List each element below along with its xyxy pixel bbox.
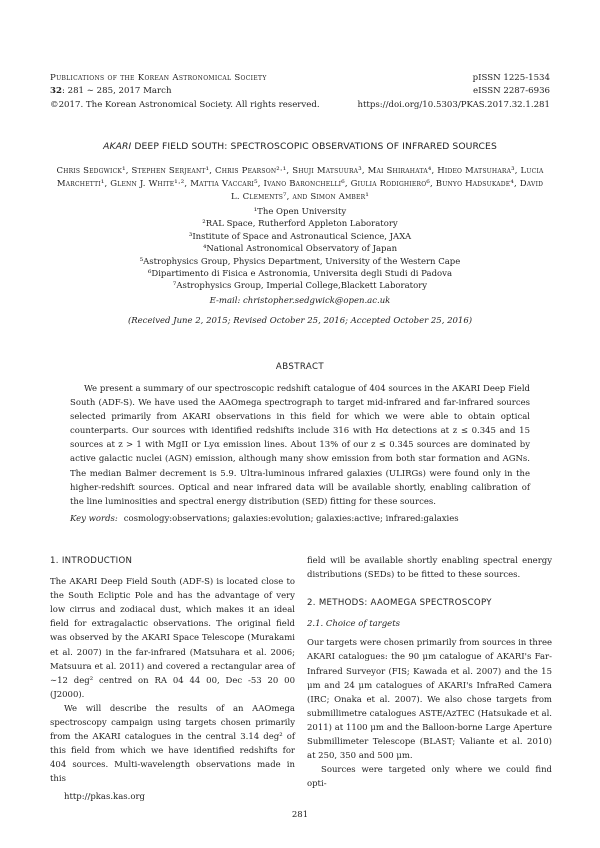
intro-continuation: field will be available shortly enabling spectral energy distributions (SEDs) to be fitted to these sources. xyxy=(307,556,552,581)
abstract-heading: ABSTRACT xyxy=(275,362,325,372)
journal-header xyxy=(50,72,320,112)
intro-paragraph-2: We will describe the results of an AAOmega spectroscopy campaign using targets chosen primarily from the AKARI catalogues in the central 3.14 deg² of this field from which we have identified redshifts for 404 sources. Multi-wavelength observations made in this xyxy=(50,703,295,785)
author-list: Chris Sedgwick¹, Stephen Serjeant¹, Chris Pearson²·¹, Shuji Matsuura³, Mai Shirahata⁴, Hideo Matsuhara³, Lucia Marchetti¹, Glenn J. White¹·², Mattia Vaccari⁵, Ivano Baronchelli⁶, Giulia Rodighiero⁶, Bunyo Hadsukade⁴, David L. Clements⁷, and Simon Amber¹ xyxy=(56,166,544,203)
journal-url[interactable]: http://pkas.kas.org xyxy=(64,792,145,802)
volume-line xyxy=(50,85,320,98)
methods-paragraph-1: Our targets were chosen primarily from sources in three AKARI catalogues: the 90 μm catalogue of AKARI's Far-Infrared Surveyor (FIS; Kawada et al. 2007) and the 15 μm and 24 μm catalogues of AKARI's InfraRed Camera (IRC; Onaka et al. 2007). We also chose targets from submillimetre catalogues ASTE/AzTEC (Hatsukade et al. 2011) at 1100 μm and the Balloon-borne Large Aperture Submillimeter Telescope (BLAST; Valiante et al. 2010) at 250, 350 and 500 μm. xyxy=(307,638,552,762)
affiliation-7: ⁷Astrophysics Group, Imperial College,Blackett Laboratory xyxy=(172,281,428,292)
received-dates: (Received June 2, 2015; Revised October 25, 2016; Accepted October 25, 2016) xyxy=(127,316,473,326)
affiliation-5: ⁵Astrophysics Group, Physics Department, University of the Western Cape xyxy=(139,256,461,267)
journal-name: Publications of the Korean Astronomical Society xyxy=(50,73,267,83)
keywords-text: cosmology:observations; galaxies:evolution; galaxies:active; infrared:galaxies xyxy=(123,514,459,524)
paper-title xyxy=(40,141,560,152)
contact-email[interactable]: E-mail: christopher.sedgwick@open.ac.uk xyxy=(209,295,391,306)
page-number: 281 xyxy=(291,810,309,820)
affiliations xyxy=(80,206,520,307)
title-rest: DEEP FIELD SOUTH: SPECTROSCOPIC OBSERVATIONS OF INFRARED SOURCES xyxy=(131,141,497,152)
abstract-text: We present a summary of our spectroscopic redshift catalogue of 404 sources in the AKARI Deep Field South (ADF-S). We have used the AAOmega spectrograph to target mid-infrared and far-infrared sources selected primarily from AKARI observations in this field for which we were able to obtain optical counterparts. Our sources with identified redshifts include 316 with Hα detections at z ≤ 0.345 and 15 sources at z > 1 with MgII or Lyα emission lines. About 13% of our z ≤ 0.345 sources are dominated by active galactic nuclei (AGN) emission, although many show emission from both star formation and AGNs. The median Balmer decrement is 5.9. Ultra-luminous infrared galaxies (ULIRGs) were found only in the higher-redshift sources. Optical and near infrared data will be available shortly, enabling calibration of the line luminosities and spectral energy distribution (SED) fitting for these sources. xyxy=(70,384,530,507)
choice-of-targets-heading: 2.1. Choice of targets xyxy=(307,619,400,630)
eissn: eISSN 2287-6936 xyxy=(473,86,550,97)
doi-link[interactable]: https://doi.org/10.5303/PKAS.2017.32.1.281 xyxy=(357,99,550,110)
left-column xyxy=(50,554,295,787)
title-akari: AKARI xyxy=(103,141,132,152)
pissn: pISSN 1225-1534 xyxy=(472,73,550,83)
copyright-line: ©2017. The Korean Astronomical Society. All rights reserved. xyxy=(50,99,320,110)
methods-paragraph-2: Sources were targeted only where we could find opti- xyxy=(307,765,552,790)
issn-header xyxy=(357,72,550,112)
affiliation-1: ¹The Open University xyxy=(253,207,347,217)
affiliation-2: ²RAL Space, Rutherford Appleton Laboratory xyxy=(202,219,398,230)
right-column xyxy=(307,554,552,791)
volume-number: 32 xyxy=(50,86,62,97)
keywords xyxy=(70,514,540,524)
intro-heading: 1. INTRODUCTION xyxy=(50,556,133,566)
methods-heading: 2. METHODS: AAOMEGA SPECTROSCOPY xyxy=(307,598,492,609)
affiliation-4: ⁴National Astronomical Observatory of Japan xyxy=(202,244,398,255)
keywords-label: Key words: xyxy=(70,514,118,524)
affiliation-6: ⁶Dipartimento di Fisica e Astronomia, Universita degli Studi di Padova xyxy=(147,269,453,280)
volume-pages: : 281 ∼ 285, 2017 March xyxy=(61,86,172,97)
affiliation-3: ³Institute of Space and Astronautical Science, JAXA xyxy=(188,231,412,242)
intro-paragraph-1: The AKARI Deep Field South (ADF-S) is located close to the South Ecliptic Pole and has the advantage of very low cirrus and zodiacal dust, which makes it an ideal field for extragalactic observations. The original field was observed by the AKARI Space Telescope (Murakami et al. 2007) in the far-infrared (Matsuhara et al. 2006; Matsuura et al. 2011) and covered a rectangular area of ∼12 deg² centred on RA 04 44 00, Dec -53 20 00 (J2000). xyxy=(50,577,295,700)
